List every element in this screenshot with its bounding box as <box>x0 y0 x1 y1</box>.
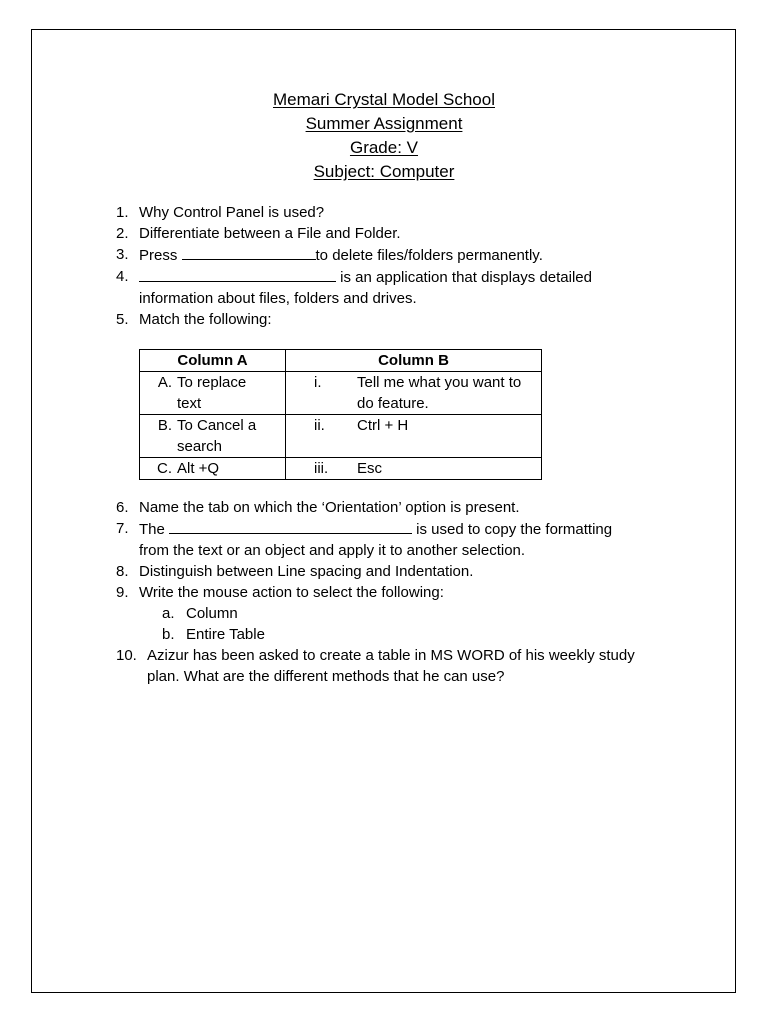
sub-letter: b. <box>162 626 175 643</box>
row-label: B. <box>157 417 172 434</box>
row-label: ii. <box>314 417 325 434</box>
row-label: C. <box>157 460 172 477</box>
sub-letter: a. <box>162 605 175 622</box>
table-row <box>140 415 542 458</box>
fill-in-blank <box>182 244 316 260</box>
question-number: 4. <box>116 268 129 285</box>
column-a-cell <box>140 415 286 458</box>
question-number: 5. <box>116 311 129 328</box>
cell-text: Esc <box>357 460 383 477</box>
cell-text: Alt +Q <box>177 460 220 477</box>
match-the-following-table <box>139 349 542 480</box>
question-3 <box>106 244 706 266</box>
question-number: 7. <box>116 520 129 537</box>
cell-text: To Cancel a search <box>177 417 257 455</box>
question-list-part-1 <box>106 202 706 330</box>
question-text: Write the mouse action to select the following: <box>139 584 444 601</box>
question-number: 9. <box>116 584 129 601</box>
column-a-cell <box>140 458 286 480</box>
question-number: 2. <box>116 225 129 242</box>
question-number: 6. <box>116 499 129 516</box>
question-number: 1. <box>116 204 129 221</box>
question-9-sub-a <box>106 603 706 624</box>
school-name: Memari Crystal Model School <box>272 90 495 109</box>
question-text: Distinguish between Line spacing and Indentation. <box>139 563 474 580</box>
question-8 <box>106 561 706 582</box>
question-number: 8. <box>116 563 129 580</box>
question-6 <box>106 497 706 518</box>
question-2 <box>106 223 706 244</box>
column-a-cell <box>140 372 286 415</box>
column-b-cell <box>286 372 542 415</box>
assignment-title: Summer Assignment <box>305 114 463 133</box>
cell-text: Ctrl + H <box>357 417 409 434</box>
question-4 <box>106 266 706 309</box>
column-b-cell <box>286 415 542 458</box>
table-row <box>140 372 542 415</box>
question-9 <box>106 582 706 603</box>
table-row <box>140 458 542 480</box>
row-label: i. <box>314 374 322 391</box>
question-text: Match the following: <box>139 311 272 328</box>
sub-text: Entire Table <box>186 626 265 643</box>
question-7 <box>106 518 706 561</box>
table-header-row <box>140 350 542 372</box>
question-text-before-blank: Press <box>139 247 182 264</box>
column-a-header: Column A <box>140 350 286 372</box>
fill-in-blank <box>139 266 336 282</box>
question-list-part-2 <box>106 497 706 687</box>
question-text-after-blank: to delete files/folders permanently. <box>315 247 543 264</box>
question-text: Differentiate between a File and Folder. <box>139 225 401 242</box>
question-number: 10. <box>116 647 137 664</box>
row-label: A. <box>157 374 172 391</box>
question-text-continued: plan. What are the different methods that he can use? <box>147 668 505 685</box>
question-text-after-blank: is an application that displays detailed <box>336 269 592 286</box>
question-9-sub-b <box>106 624 706 645</box>
question-text-continued: from the text or an object and apply it to another selection. <box>139 542 526 559</box>
row-label: iii. <box>314 460 329 477</box>
question-1 <box>106 202 706 223</box>
question-text: Azizur has been asked to create a table in MS WORD of his weekly study <box>147 647 635 664</box>
column-b-header: Column B <box>286 350 542 372</box>
question-text-after-blank: is used to copy the formatting <box>412 521 613 538</box>
question-text-before-blank: The <box>139 521 170 538</box>
question-text: Name the tab on which the ‘Orientation’ option is present. <box>139 499 520 516</box>
document-header <box>0 88 768 184</box>
question-text-continued: information about files, folders and drives. <box>139 290 417 307</box>
fill-in-blank <box>169 518 412 534</box>
grade-label: Grade: V <box>349 138 419 157</box>
question-text: Why Control Panel is used? <box>139 204 325 221</box>
cell-text: To replace text <box>177 374 247 412</box>
sub-text: Column <box>186 605 238 622</box>
column-b-cell <box>286 458 542 480</box>
question-10 <box>106 645 706 687</box>
subject-label: Subject: Computer <box>313 162 455 181</box>
question-5 <box>106 309 706 330</box>
question-number: 3. <box>116 246 129 263</box>
cell-text: Tell me what you want to do feature. <box>357 374 522 412</box>
